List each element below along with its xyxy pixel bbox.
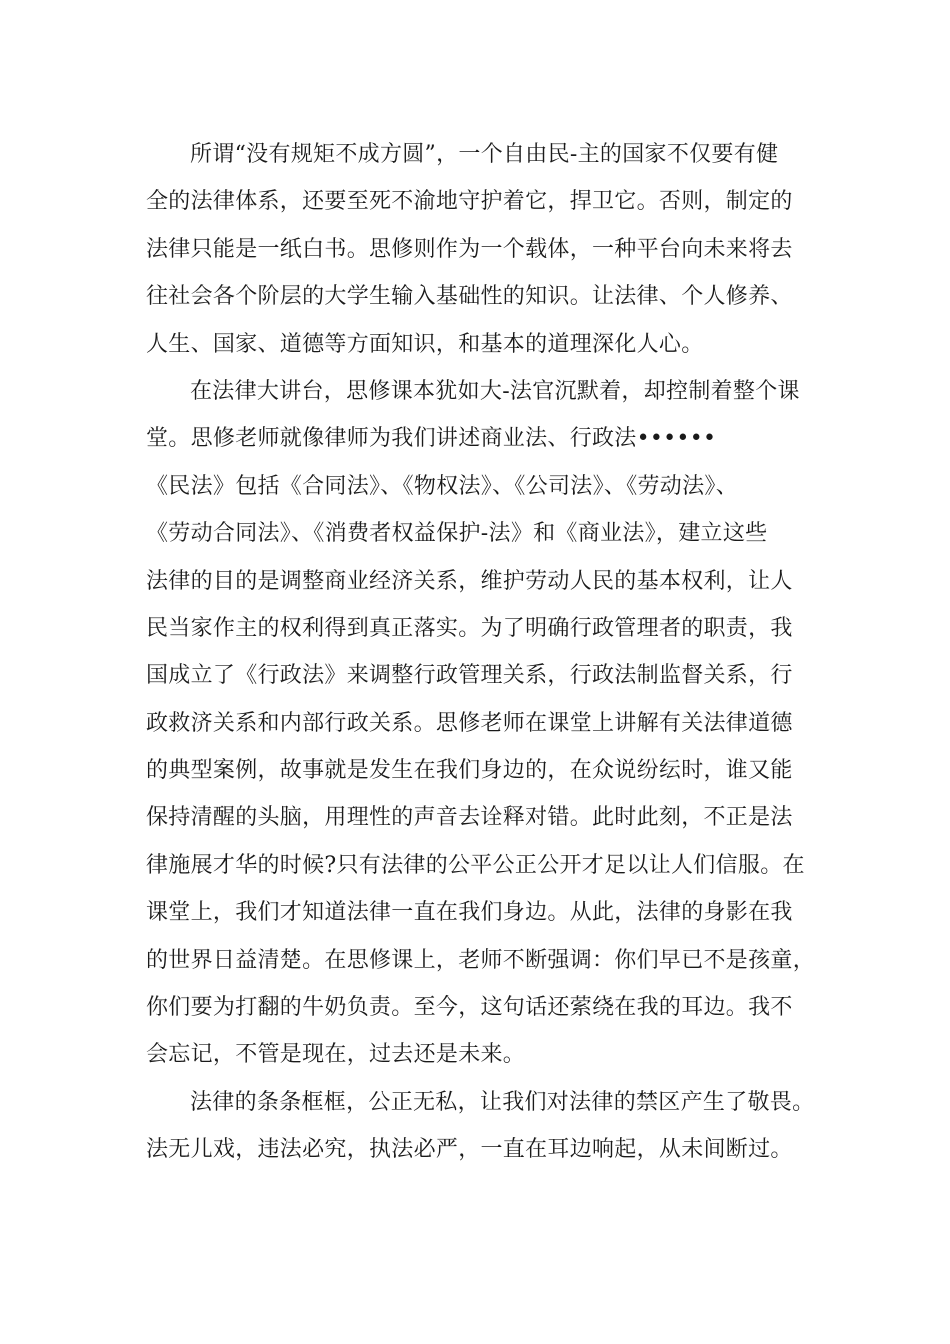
paragraph-2-line-7: 国成立了《行政法》来调整行政管理关系，行政法制监督关系，行 (146, 663, 793, 689)
paragraph-2-line-15: 会忘记，不管是现在，过去还是未来。 (146, 1042, 526, 1068)
paragraph-2-line-13: 的世界日益清楚。在思修课上，老师不断强调：你们早已不是孩童， (146, 947, 816, 973)
paragraph-1-line-2: 全的法律体系，还要至死不渝地守护着它，捍卫它。否则，制定的 (146, 189, 793, 215)
paragraph-1-line-4: 往社会各个阶层的大学生输入基础性的知识。让法律、个人修养、 (146, 284, 793, 310)
paragraph-2-line-4: 《劳动合同法》、《消费者权益保护-法》和《商业法》，建立这些 (146, 521, 768, 547)
paragraph-2-line-5: 法律的目的是调整商业经济关系，维护劳动人民的基本权利，让人 (146, 568, 793, 594)
document-body (146, 131, 846, 1174)
paragraph-2-line-3: 《民法》包括《合同法》、《物权法》、《公司法》、《劳动法》、 (146, 473, 739, 499)
paragraph-2-line-10: 保持清醒的头脑，用理性的声音去诠释对错。此时此刻，不正是法 (146, 805, 793, 831)
paragraph-2-line-6: 民当家作主的权利得到真正落实。为了明确行政管理者的职责，我 (146, 615, 793, 641)
paragraph-2-line-14: 你们要为打翻的牛奶负责。至今，这句话还萦绕在我的耳边。我不 (146, 995, 793, 1021)
paragraph-2-line-1: 在法律大讲台，思修课本犹如大-法官沉默着，却控制着整个课 (190, 378, 800, 404)
paragraph-2-line-8: 政救济关系和内部行政关系。思修老师在课堂上讲解有关法律道德 (146, 710, 793, 736)
paragraph-2-line-9: 的典型案例，故事就是发生在我们身边的，在众说纷纭时，谁又能 (146, 758, 793, 784)
paragraph-1-line-3: 法律只能是一纸白书。思修则作为一个载体，一种平台向未来将去 (146, 236, 793, 262)
paragraph-1-line-1: 所谓“没有规矩不成方圆”，一个自由民-主的国家不仅要有健 (190, 142, 779, 167)
paragraph-3-line-1: 法律的条条框框，公正无私，让我们对法律的禁区产生了敬畏。 (190, 1089, 815, 1115)
paragraph-2-line-12: 课堂上，我们才知道法律一直在我们身边。从此，法律的身影在我 (146, 900, 793, 926)
paragraph-3-line-2: 法无儿戏，违法必究，执法必严，一直在耳边响起，从未间断过。 (146, 1137, 793, 1163)
paragraph-2-line-11: 律施展才华的时候?只有法律的公平公正公开才足以让人们信服。在 (146, 852, 805, 878)
paragraph-2-line-2: 堂。思修老师就像律师为我们讲述商业法、行政法•••••• (146, 426, 717, 452)
paragraph-1-line-5: 人生、国家、道德等方面知识，和基本的道理深化人心。 (146, 331, 704, 357)
